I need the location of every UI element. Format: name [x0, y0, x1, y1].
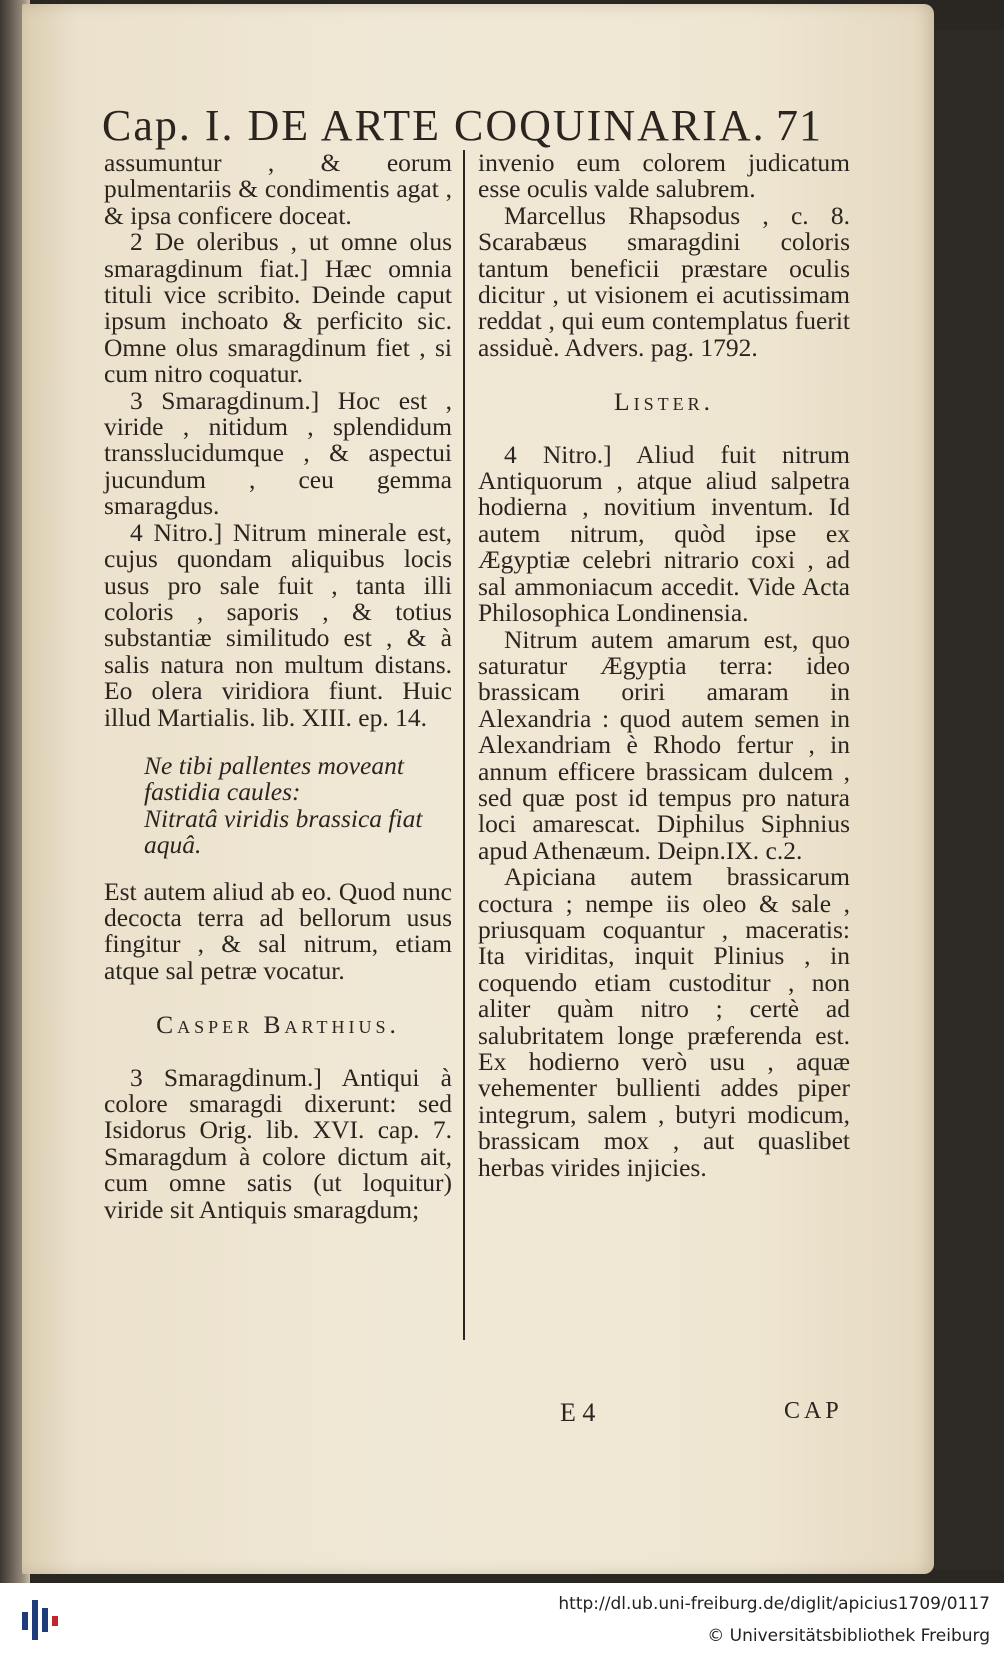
page-right-shadow	[934, 30, 1004, 1570]
left-para-4: 4 Nitro.] Nitrum minerale est, cujus quondam aliquibus locis usus pro sale fuit , tanta illi coloris , saporis , & totius substantiæ similitudo est , & à salis natura non multum distans. Eo olera viridiora fiunt. Huic illud Martialis. lib. XIII. ep. 14.	[104, 517, 452, 732]
barthius-text: 3 Smaragdinum.] Antiqui à colore smaragdi dixerunt: sed Isidorus Orig. lib. XVI. cap. 7. Smaragdum à colore dictum ait, cum omne satis (ut loquitur) viride sit Antiquis smaragdum;	[104, 1062, 452, 1224]
left-para-3: 3 Smaragdinum.] Hoc est , viride , nitidum , splendidum transslucidumque , & aspectui jucundum , ceu gemma smaragdus.	[104, 385, 452, 521]
running-head	[102, 100, 822, 151]
heading-lister: Lister.	[614, 387, 714, 417]
column-divider	[463, 150, 465, 1340]
left-column	[104, 150, 452, 1223]
heading-barthius: Casper Barthius.	[156, 1010, 400, 1040]
verse-quotation	[144, 750, 452, 860]
lister-para-3: Apiciana autem brassicarum coctura ; nempe iis oleo & sale , priusquam coquantur , maceratis: Ita viriditas, inquit Plinius , in coquendo etiam custoditur , non aliter quàm nitro ; certè ad salubritatem longe præferenda est. Ex hodierno verò usu , aquæ vehementer bullienti addes piper integrum, salem , butyri modicum, brassicam mox , aut quaslibet herbas virides injicies.	[478, 862, 850, 1182]
verse-line-1: Ne tibi pallentes moveant fastidia caules:	[144, 750, 404, 807]
catchword: CAP	[784, 1398, 843, 1424]
lister-para-2: Nitrum autem amarum est, quo saturatur Ægyptia terra: ideo brassicam oriri amaram in Alexandria : quod autem semen in Alexandriam è Rhodo fertur , in annum efficere brassicam dulcem , sed quæ post id tempus pro natura loci amarescat. Diphilus Siphnius apud Athenæum. Deipn.IX. c.2.	[478, 624, 850, 865]
running-head-title: Cap. I. DE ARTE COQUINARIA.	[102, 101, 766, 150]
library-logo-icon	[22, 1594, 64, 1646]
right-para-1: invenio eum colorem judicatum esse oculis valde salubrem.	[478, 148, 850, 204]
copyright-notice: © Universitätsbibliothek Freiburg	[707, 1626, 990, 1646]
right-para-2: Marcellus Rhapsodus , c. 8. Scarabæus smaragdini coloris tantum beneficii præstare oculis dicitur , ut visionem ei acutissimam reddat , qui eum contemplatus fuerit assiduè. Advers. pag. 1792.	[478, 200, 850, 362]
page-number: 71	[776, 101, 822, 150]
verse-line-2: Nitratâ viridis brassica fiat aquâ.	[144, 803, 423, 860]
permalink-url[interactable]: http://dl.ub.uni-freiburg.de/diglit/apicius1709/0117	[558, 1594, 990, 1614]
left-para-1: assumuntur , & eorum pulmentariis & condimentis agat , & ipsa conficere doceat.	[104, 148, 452, 230]
left-para-after-verse: Est autem aliud ab eo. Quod nunc decocta terra ad bellorum usus fingitur , & sal nitrum, etiam atque sal petræ vocatur.	[104, 876, 452, 985]
left-para-2: 2 De oleribus , ut omne olus smaragdinum fiat.] Hæc omnia tituli vice scribito. Deinde caput ipsum inchoato & perficito sic. Omne olus smaragdinum fiet , si cum nitro coquatur.	[104, 227, 452, 389]
signature-mark: E 4	[560, 1398, 596, 1427]
right-column	[478, 150, 850, 1181]
lister-para-1: 4 Nitro.] Aliud fuit nitrum Antiquorum , atque aliud salpetra hodierna , novitium inventum. Id autem nitrum, quòd ipse ex Ægyptiæ celebri nitrario coxi , ad sal ammoniacum accedit. Vide Acta Philosophica Londinensia.	[478, 439, 850, 628]
